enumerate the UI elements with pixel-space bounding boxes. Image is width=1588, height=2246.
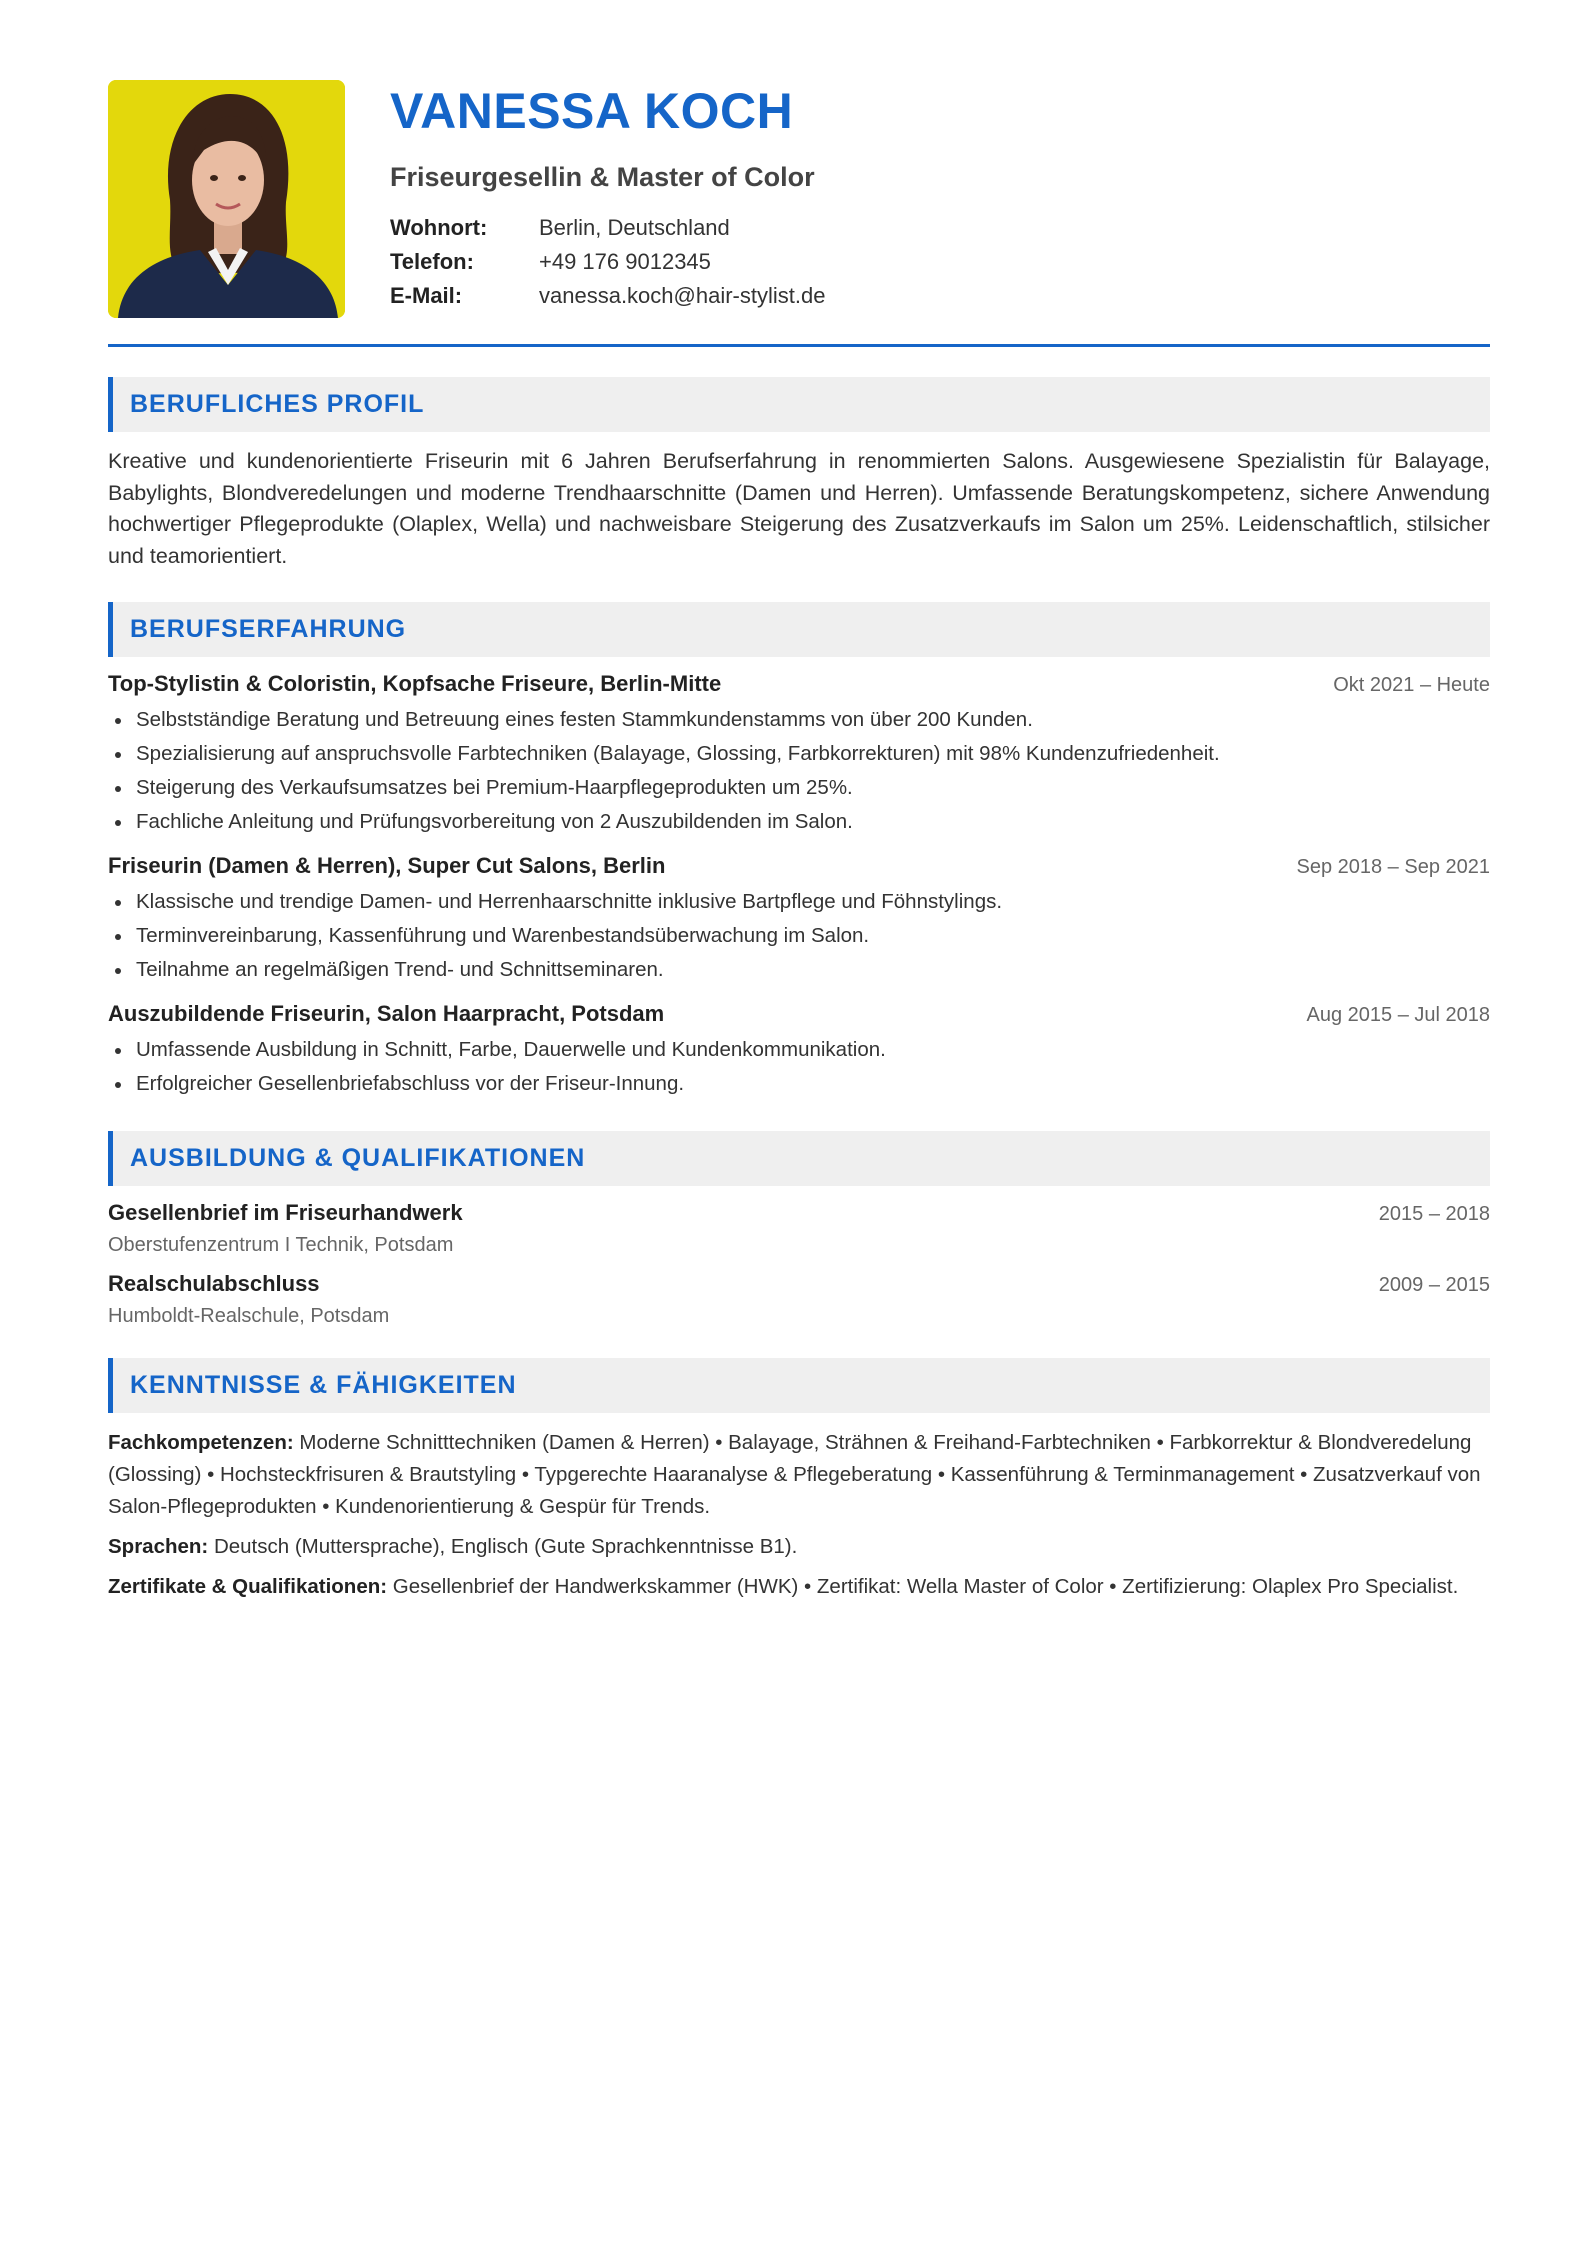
education-entry — [108, 1271, 1490, 1328]
job-date: Okt 2021 – Heute — [1333, 674, 1490, 696]
job-bullets — [108, 885, 1490, 987]
contact-value: vanessa.koch@hair-stylist.de — [539, 283, 826, 309]
contact-value: +49 176 9012345 — [539, 249, 711, 275]
job-bullet: Spezialisierung auf anspruchsvolle Farbtechniken (Balayage, Glossing, Farbkorrekturen) mit 98% Kundenzufriedenheit. — [108, 737, 1490, 771]
resume-header — [108, 80, 1490, 318]
education-header — [108, 1271, 1490, 1297]
education-title: Gesellenbrief im Friseurhandwerk — [108, 1200, 463, 1225]
section-heading-skills — [108, 1358, 1490, 1413]
skill-line — [108, 1531, 1490, 1563]
skill-text: Gesellenbrief der Handwerkskammer (HWK) • Zertifikat: Wella Master of Color • Zertifizierung: Olaplex Pro Specialist. — [387, 1575, 1459, 1598]
education-school: Humboldt-Realschule, Potsdam — [108, 1305, 390, 1327]
contact-label: Wohnort: — [390, 215, 488, 241]
skill-label: Sprachen: — [108, 1535, 209, 1558]
job-title: Top-Stylistin & Coloristin, Kopfsache Friseure, Berlin-Mitte — [108, 671, 722, 696]
section-heading-text: KENNTNISSE & FÄHIGKEITEN — [130, 1371, 517, 1399]
job-bullets — [108, 703, 1490, 839]
job-date: Aug 2015 – Jul 2018 — [1306, 1004, 1490, 1026]
skill-label: Zertifikate & Qualifikationen: — [108, 1575, 388, 1598]
skill-text: Moderne Schnitttechniken (Damen & Herren) • Balayage, Strähnen & Freihand-Farbtechniken • Farbkorrektur & Blondveredelung (Glossing) • Hochsteckfrisuren & Brautstyling • Typgerechte Haaranalyse & Pflegeberatung • Kassenführung & Terminmanagement • Zusatzverkauf von Salon-Pflegeprodukten • Kundenorientierung & Gespür für Trends. — [108, 1431, 1481, 1518]
section-heading-text: AUSBILDUNG & QUALIFIKATIONEN — [130, 1144, 586, 1172]
skill-text: Deutsch (Muttersprache), Englisch (Gute Sprachkenntnisse B1). — [208, 1535, 798, 1558]
job-bullet: Selbstständige Beratung und Betreuung eines festen Stammkundenstamms von über 200 Kunden. — [108, 703, 1490, 737]
candidate-name: VANESSA KOCH — [390, 83, 794, 139]
education-date: 2015 – 2018 — [1378, 1203, 1490, 1225]
contact-row-phone — [390, 245, 825, 279]
job-title: Friseurin (Damen & Herren), Super Cut Salons, Berlin — [108, 853, 666, 878]
profile-text: Kreative und kundenorientierte Friseurin mit 6 Jahren Berufserfahrung in renommierten Salons. Ausgewiesene Spezialistin für Balayage, Babylights, Blondveredelungen und moderne Trendhaarschnitte (Damen und Herren). Umfassende Beratungskompetenz, sichere Anwendung hochwertiger Pflegeprodukte (Olaplex, Wella) und nachweisbare Steigerung des Zusatzverkaufs im Salon um 25%. Leidenschaftlich, stilsicher und teamorientiert. — [108, 449, 1490, 568]
section-heading-experience — [108, 602, 1490, 657]
education-school: Oberstufenzentrum I Technik, Potsdam — [108, 1234, 454, 1256]
job-bullet: Terminvereinbarung, Kassenführung und Warenbestandsüberwachung im Salon. — [108, 919, 1490, 953]
contact-block — [390, 211, 825, 313]
skill-line — [108, 1571, 1490, 1603]
job-bullet: Umfassende Ausbildung in Schnitt, Farbe, Dauerwelle und Kundenkommunikation. — [108, 1033, 1490, 1067]
section-heading-text: BERUFSERFAHRUNG — [130, 615, 407, 643]
contact-row-location — [390, 211, 825, 245]
education-header — [108, 1200, 1490, 1226]
job-bullet: Erfolgreicher Gesellenbriefabschluss vor der Friseur-Innung. — [108, 1067, 1490, 1101]
contact-label: E-Mail: — [390, 283, 463, 309]
contact-label: Telefon: — [390, 249, 474, 275]
job-bullet: Klassische und trendige Damen- und Herrenhaarschnitte inklusive Bartpflege und Föhnstylings. — [108, 885, 1490, 919]
skill-line — [108, 1427, 1490, 1523]
job-date: Sep 2018 – Sep 2021 — [1296, 856, 1490, 878]
job-header — [108, 853, 1490, 879]
job-header — [108, 671, 1490, 697]
job-bullets — [108, 1033, 1490, 1101]
section-heading-profile — [108, 377, 1490, 432]
education-title: Realschulabschluss — [108, 1271, 320, 1296]
job-bullet: Fachliche Anleitung und Prüfungsvorbereitung von 2 Auszubildenden im Salon. — [108, 805, 1490, 839]
job-entry — [108, 853, 1490, 987]
resume-content — [108, 80, 1490, 1603]
profile-photo — [108, 80, 345, 318]
education-entry — [108, 1200, 1490, 1257]
header-divider — [108, 344, 1490, 347]
job-entry — [108, 1001, 1490, 1101]
job-bullet: Steigerung des Verkaufsumsatzes bei Premium-Haarpflegeprodukten um 25%. — [108, 771, 1490, 805]
education-date: 2009 – 2015 — [1378, 1274, 1490, 1296]
job-entry — [108, 671, 1490, 839]
job-header — [108, 1001, 1490, 1027]
contact-row-email — [390, 279, 825, 313]
job-title: Auszubildende Friseurin, Salon Haarpracht, Potsdam — [108, 1001, 665, 1026]
skill-label: Fachkompetenzen: — [108, 1431, 294, 1454]
header-info — [390, 80, 825, 313]
portrait-illustration — [108, 80, 345, 318]
job-bullet: Teilnahme an regelmäßigen Trend- und Schnittseminaren. — [108, 953, 1490, 987]
section-heading-education — [108, 1131, 1490, 1186]
section-heading-text: BERUFLICHES PROFIL — [130, 390, 425, 418]
contact-value: Berlin, Deutschland — [539, 215, 730, 241]
candidate-title: Friseurgesellin & Master of Color — [390, 162, 815, 192]
